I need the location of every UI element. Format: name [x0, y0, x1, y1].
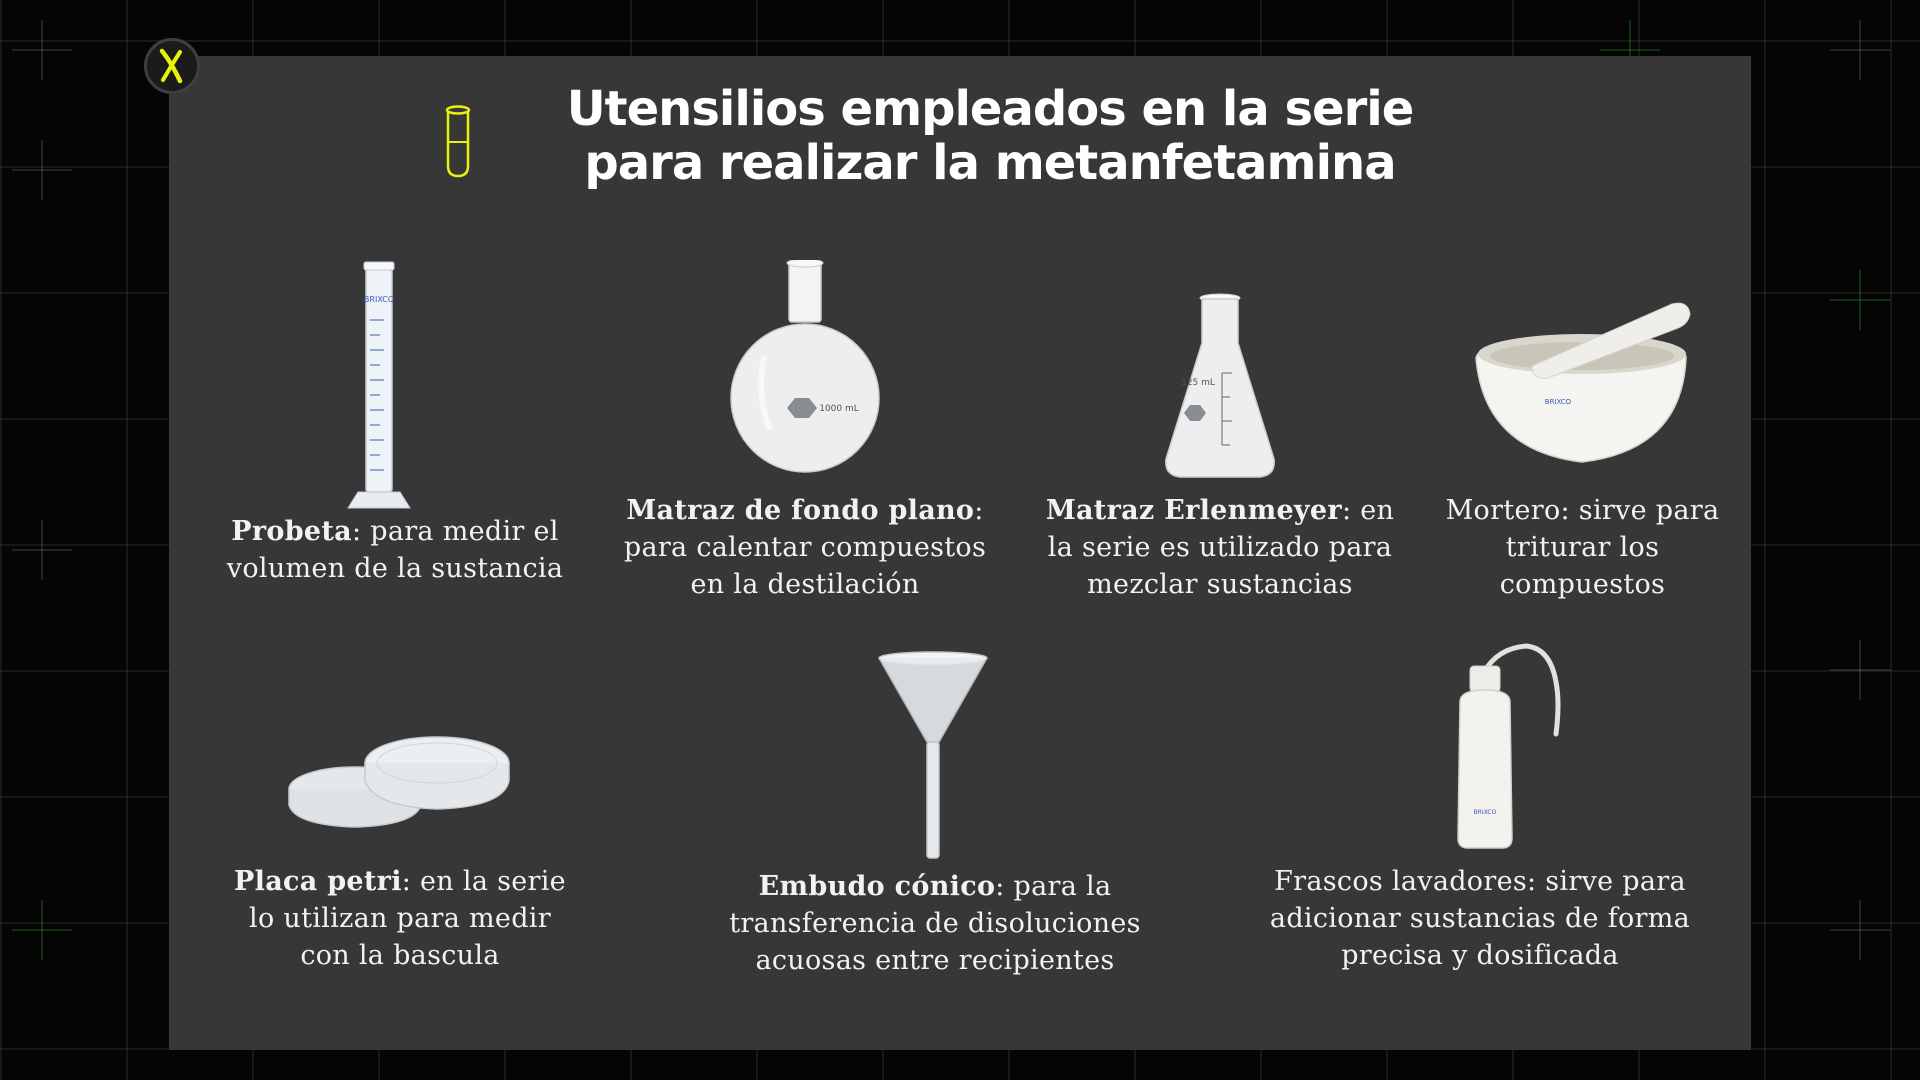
item-mortero [1430, 255, 1735, 615]
image-label: 125 mL [1181, 378, 1215, 388]
caption-frascos-lavadores [1250, 863, 1710, 974]
item-probeta [200, 255, 590, 595]
grid-plus-mark [12, 20, 72, 80]
grid-plus-mark [1830, 20, 1890, 80]
grid-plus-mark [1830, 640, 1890, 700]
round-flask-image [725, 260, 885, 482]
grid-plus-mark [12, 520, 72, 580]
item-matraz-fondo-plano [605, 255, 1005, 615]
item-desc: : para calentar compuestos en la destilación [623, 495, 987, 600]
item-name: Embudo cónico [758, 871, 996, 902]
image-label: BRIXCO [1544, 398, 1572, 406]
item-placa-petri [220, 725, 580, 985]
graduated-cylinder-image [340, 260, 420, 510]
item-name: Matraz Erlenmeyer [1045, 495, 1342, 526]
caption-probeta [200, 513, 590, 587]
grid-plus-mark [12, 900, 72, 960]
item-desc: Frascos lavadores: sirve para adicionar sustancias de forma precisa y dosificada [1269, 866, 1691, 971]
image-label: BRIXCO [363, 295, 395, 304]
grid-plus-mark [12, 140, 72, 200]
header [430, 82, 1490, 202]
item-matraz-erlenmeyer [1030, 255, 1410, 615]
page-title [490, 82, 1490, 190]
title-line-2: para realizar la metanfetamina [584, 135, 1396, 191]
caption-embudo-conico [700, 868, 1170, 979]
image-label: BRIXCO [1473, 809, 1497, 816]
caption-matraz-fondo-plano [605, 492, 1005, 603]
image-label: 1000 mL [819, 404, 859, 414]
item-embudo-conico [700, 650, 1170, 990]
item-desc: : en la serie es utilizado para mezclar sustancias [1047, 495, 1395, 600]
item-name: Matraz de fondo plano [626, 495, 975, 526]
conical-funnel-image [874, 650, 992, 862]
wash-bottle-image [1446, 642, 1566, 852]
item-desc: : en la serie lo utilizan para medir con la bascula [249, 866, 566, 971]
item-name: Probeta [231, 516, 352, 547]
caption-mortero [1430, 492, 1735, 603]
caption-placa-petri [220, 863, 580, 974]
x-logo-icon [144, 38, 200, 94]
item-desc: : para la transferencia de disoluciones acuosas entre recipientes [729, 871, 1141, 976]
petri-dish-image [285, 725, 515, 829]
erlenmeyer-flask-image [1160, 293, 1280, 481]
grid-plus-mark [1830, 900, 1890, 960]
test-tube-icon [444, 104, 472, 180]
item-desc: Mortero: sirve para triturar los compuestos [1445, 495, 1720, 600]
item-desc: : para medir el volumen de la sustancia [226, 516, 564, 584]
grid-plus-mark [1830, 270, 1890, 330]
mortar-pestle-image [1472, 300, 1694, 466]
item-name: Placa petri [234, 866, 402, 897]
caption-matraz-erlenmeyer [1030, 492, 1410, 603]
item-frascos-lavadores [1250, 640, 1710, 990]
title-line-1: Utensilios empleados en la serie [566, 81, 1414, 137]
